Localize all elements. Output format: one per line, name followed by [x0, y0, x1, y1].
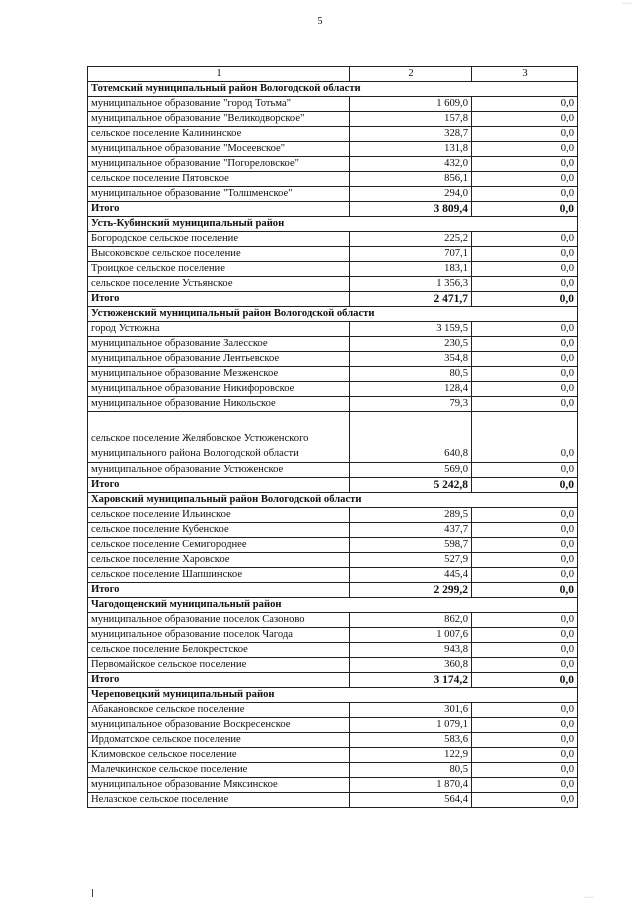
table-header-row [88, 67, 578, 82]
table-row [88, 763, 578, 778]
amount-cell: 122,9 [350, 748, 472, 763]
value-cell: 0,0 [472, 523, 578, 538]
value-cell: 0,0 [472, 97, 578, 112]
value-cell: 0,0 [472, 112, 578, 127]
amount-cell: 157,8 [350, 112, 472, 127]
table-row [88, 187, 578, 202]
value-cell: 0,0 [472, 508, 578, 523]
scan-mark: ····· [584, 895, 594, 901]
table-row [88, 352, 578, 367]
table-row [88, 508, 578, 523]
name-cell: муниципальное образование Никольское [88, 397, 350, 412]
column-header: 3 [472, 67, 578, 82]
name-cell: сельское поселение Пятовское [88, 172, 350, 187]
table-row [88, 367, 578, 382]
name-cell: сельское поселение Харовское [88, 553, 350, 568]
amount-cell: 79,3 [350, 397, 472, 412]
name-cell: муниципальное образование поселок Сазоново [88, 613, 350, 628]
value-cell: 0,0 [472, 748, 578, 763]
amount-cell: 2 471,7 [350, 292, 472, 307]
value-cell: 0,0 [472, 322, 578, 337]
name-cell: Нелазское сельское поселение [88, 793, 350, 808]
name-cell: муниципальное образование Никифоровское [88, 382, 350, 397]
table-row [88, 463, 578, 478]
value-cell: 0,0 [472, 172, 578, 187]
value-cell: 0,0 [472, 247, 578, 262]
scan-mark: ····· [622, 1, 632, 7]
section-header-row [88, 217, 578, 232]
table-row [88, 658, 578, 673]
amount-cell: 3 159,5 [350, 322, 472, 337]
table-row [88, 157, 578, 172]
value-cell: 0,0 [472, 478, 578, 493]
table-row [88, 97, 578, 112]
value-cell: 0,0 [472, 142, 578, 157]
table-row [88, 628, 578, 643]
table-row [88, 568, 578, 583]
margin-mark [92, 889, 93, 897]
amount-cell: 360,8 [350, 658, 472, 673]
amount-cell: 856,1 [350, 172, 472, 187]
value-cell: 0,0 [472, 613, 578, 628]
name-cell: Малечкинское сельское поселение [88, 763, 350, 778]
value-cell: 0,0 [472, 583, 578, 598]
amount-cell: 183,1 [350, 262, 472, 277]
table-row [88, 748, 578, 763]
amount-cell: 2 299,2 [350, 583, 472, 598]
amount-cell: 569,0 [350, 463, 472, 478]
name-cell: сельское поселение Устьянское [88, 277, 350, 292]
name-cell: муниципальное образование "Погореловское" [88, 157, 350, 172]
table-row [88, 793, 578, 808]
amount-cell: 3 174,2 [350, 673, 472, 688]
section-title: Харовский муниципальный район Вологодской области [88, 493, 578, 508]
value-cell: 0,0 [472, 643, 578, 658]
section-header-row [88, 598, 578, 613]
name-cell: сельское поселение Ильинское [88, 508, 350, 523]
amount-cell: 3 809,4 [350, 202, 472, 217]
section-title: Тотемский муниципальный район Вологодской области [88, 82, 578, 97]
value-cell: 0,0 [472, 352, 578, 367]
name-cell: муниципальное образование "Великодворское" [88, 112, 350, 127]
amount-cell: 1 356,3 [350, 277, 472, 292]
value-cell: 0,0 [472, 568, 578, 583]
name-cell: муниципальное образование "город Тотьма" [88, 97, 350, 112]
table-row [88, 538, 578, 553]
value-cell: 0,0 [472, 718, 578, 733]
name-cell: муниципальное образование Лентьевское [88, 352, 350, 367]
total-row [88, 673, 578, 688]
total-row [88, 583, 578, 598]
value-cell: 0,0 [472, 793, 578, 808]
value-cell: 0,0 [472, 778, 578, 793]
value-cell: 0,0 [472, 127, 578, 142]
column-header: 2 [350, 67, 472, 82]
name-cell: муниципальное образование "Толшменское" [88, 187, 350, 202]
value-cell: 0,0 [472, 262, 578, 277]
name-cell: муниципальное образование "Мосеевское" [88, 142, 350, 157]
amount-cell: 128,4 [350, 382, 472, 397]
section-header-row [88, 307, 578, 322]
value-cell: 0,0 [472, 538, 578, 553]
name-cell: сельское поселение Желябовское Устюженского муниципального района Вологодской области [88, 412, 350, 463]
column-header: 1 [88, 67, 350, 82]
amount-cell: 131,8 [350, 142, 472, 157]
amount-cell: 943,8 [350, 643, 472, 658]
total-row [88, 478, 578, 493]
name-cell: Итого [88, 202, 350, 217]
amount-cell: 527,9 [350, 553, 472, 568]
budget-table [87, 66, 578, 808]
name-cell: Итого [88, 478, 350, 493]
name-cell: Ирдоматское сельское поселение [88, 733, 350, 748]
name-cell: сельское поселение Белокрестское [88, 643, 350, 658]
amount-cell: 328,7 [350, 127, 472, 142]
section-header-row [88, 493, 578, 508]
table-row [88, 703, 578, 718]
name-cell: Итого [88, 292, 350, 307]
amount-cell: 432,0 [350, 157, 472, 172]
value-cell: 0,0 [472, 412, 578, 463]
table-row [88, 247, 578, 262]
table-row [88, 733, 578, 748]
amount-cell: 225,2 [350, 232, 472, 247]
name-cell: муниципальное образование Воскресенское [88, 718, 350, 733]
table-row [88, 142, 578, 157]
name-cell: Первомайское сельское поселение [88, 658, 350, 673]
amount-cell: 301,6 [350, 703, 472, 718]
value-cell: 0,0 [472, 337, 578, 352]
table-row [88, 277, 578, 292]
table-row [88, 553, 578, 568]
value-cell: 0,0 [472, 703, 578, 718]
name-cell: Богородское сельское поселение [88, 232, 350, 247]
amount-cell: 1 079,1 [350, 718, 472, 733]
value-cell: 0,0 [472, 202, 578, 217]
value-cell: 0,0 [472, 673, 578, 688]
value-cell: 0,0 [472, 367, 578, 382]
value-cell: 0,0 [472, 553, 578, 568]
value-cell: 0,0 [472, 397, 578, 412]
amount-cell: 640,8 [350, 412, 472, 463]
name-cell: сельское поселение Шапшинское [88, 568, 350, 583]
table-row [88, 382, 578, 397]
amount-cell: 80,5 [350, 367, 472, 382]
table-body [88, 67, 578, 808]
amount-cell: 598,7 [350, 538, 472, 553]
amount-cell: 80,5 [350, 763, 472, 778]
table-row [88, 112, 578, 127]
table-row [88, 523, 578, 538]
section-title: Усть-Кубинский муниципальный район [88, 217, 578, 232]
amount-cell: 289,5 [350, 508, 472, 523]
value-cell: 0,0 [472, 232, 578, 247]
amount-cell: 437,7 [350, 523, 472, 538]
amount-cell: 564,4 [350, 793, 472, 808]
amount-cell: 1 870,4 [350, 778, 472, 793]
amount-cell: 862,0 [350, 613, 472, 628]
name-cell: муниципальное образование Устюженское [88, 463, 350, 478]
name-cell: муниципальное образование поселок Чагода [88, 628, 350, 643]
name-cell: Высоковское сельское поселение [88, 247, 350, 262]
value-cell: 0,0 [472, 292, 578, 307]
table-row [88, 172, 578, 187]
name-cell: Итого [88, 673, 350, 688]
table-row [88, 718, 578, 733]
value-cell: 0,0 [472, 658, 578, 673]
amount-cell: 1 609,0 [350, 97, 472, 112]
section-title: Чагодощенский муниципальный район [88, 598, 578, 613]
amount-cell: 294,0 [350, 187, 472, 202]
name-cell: Итого [88, 583, 350, 598]
value-cell: 0,0 [472, 187, 578, 202]
name-cell: город Устюжна [88, 322, 350, 337]
section-title: Череповецкий муниципальный район [88, 688, 578, 703]
value-cell: 0,0 [472, 277, 578, 292]
table-row [88, 397, 578, 412]
name-cell: сельское поселение Калининское [88, 127, 350, 142]
table-row [88, 643, 578, 658]
name-cell: Абакановское сельское поселение [88, 703, 350, 718]
amount-cell: 5 242,8 [350, 478, 472, 493]
section-title: Устюженский муниципальный район Вологодской области [88, 307, 578, 322]
total-row [88, 292, 578, 307]
value-cell: 0,0 [472, 382, 578, 397]
name-cell: Троицкое сельское поселение [88, 262, 350, 277]
value-cell: 0,0 [472, 733, 578, 748]
name-cell: муниципальное образование Залесское [88, 337, 350, 352]
amount-cell: 707,1 [350, 247, 472, 262]
table-row [88, 127, 578, 142]
value-cell: 0,0 [472, 463, 578, 478]
table-row [88, 232, 578, 247]
name-cell: Климовское сельское поселение [88, 748, 350, 763]
section-header-row [88, 82, 578, 97]
amount-cell: 230,5 [350, 337, 472, 352]
amount-cell: 1 007,6 [350, 628, 472, 643]
section-header-row [88, 688, 578, 703]
table-row [88, 778, 578, 793]
page-number: 5 [317, 16, 323, 27]
table-row [88, 412, 578, 463]
total-row [88, 202, 578, 217]
value-cell: 0,0 [472, 628, 578, 643]
name-cell: сельское поселение Кубенское [88, 523, 350, 538]
name-cell: сельское поселение Семигороднее [88, 538, 350, 553]
name-cell: муниципальное образование Мяксинское [88, 778, 350, 793]
value-cell: 0,0 [472, 763, 578, 778]
amount-cell: 583,6 [350, 733, 472, 748]
table-row [88, 337, 578, 352]
table-row [88, 262, 578, 277]
amount-cell: 445,4 [350, 568, 472, 583]
table-row [88, 613, 578, 628]
amount-cell: 354,8 [350, 352, 472, 367]
name-cell: муниципальное образование Мезженское [88, 367, 350, 382]
table-row [88, 322, 578, 337]
value-cell: 0,0 [472, 157, 578, 172]
